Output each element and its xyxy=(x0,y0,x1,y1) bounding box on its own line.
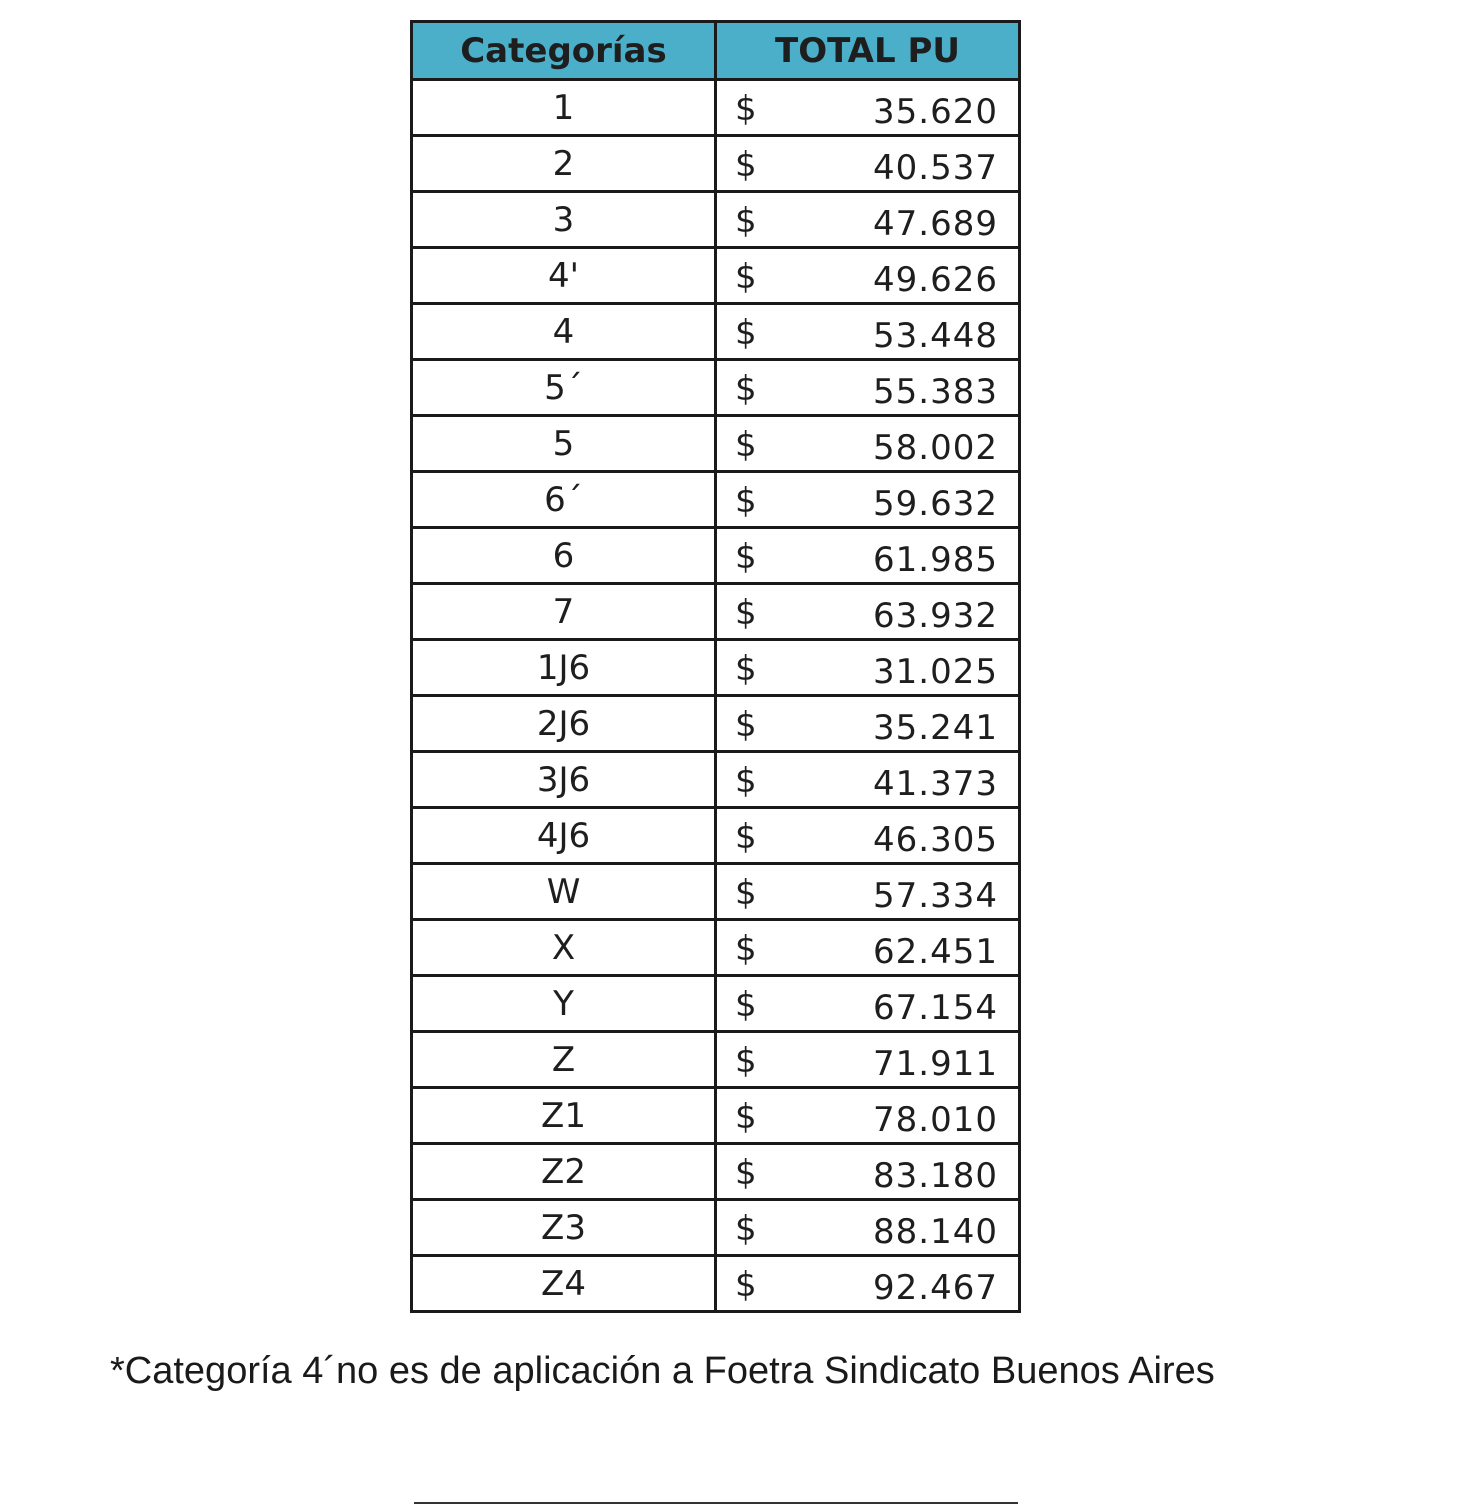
total-value: 59.632 xyxy=(873,484,998,524)
currency-symbol: $ xyxy=(735,1041,757,1081)
total-value: 71.911 xyxy=(873,1044,998,1084)
table-row xyxy=(412,864,1020,920)
total-cell xyxy=(716,584,1020,640)
table-row xyxy=(412,1200,1020,1256)
category-cell: 2 xyxy=(412,136,716,192)
header-total-pu: TOTAL PU xyxy=(716,22,1020,80)
currency-symbol: $ xyxy=(735,817,757,857)
currency-symbol: $ xyxy=(735,201,757,241)
total-value: 63.932 xyxy=(873,596,998,636)
total-cell xyxy=(716,752,1020,808)
footnote: *Categoría 4´no es de aplicación a Foetra Sindicato Buenos Aires xyxy=(110,1350,1215,1392)
currency-symbol: $ xyxy=(735,929,757,969)
total-value: 61.985 xyxy=(873,540,998,580)
category-cell: 1J6 xyxy=(412,640,716,696)
table-row xyxy=(412,1088,1020,1144)
category-cell: W xyxy=(412,864,716,920)
table-row xyxy=(412,584,1020,640)
total-cell xyxy=(716,80,1020,136)
currency-symbol: $ xyxy=(735,1265,757,1305)
total-value: 47.689 xyxy=(873,204,998,244)
total-value: 49.626 xyxy=(873,260,998,300)
currency-symbol: $ xyxy=(735,1097,757,1137)
total-cell xyxy=(716,1144,1020,1200)
table-body xyxy=(412,80,1020,1312)
total-cell xyxy=(716,920,1020,976)
category-cell: 1 xyxy=(412,80,716,136)
total-cell xyxy=(716,1256,1020,1312)
currency-symbol: $ xyxy=(735,481,757,521)
total-cell xyxy=(716,136,1020,192)
total-value: 57.334 xyxy=(873,876,998,916)
category-cell: 5´ xyxy=(412,360,716,416)
category-cell: 6 xyxy=(412,528,716,584)
table-row xyxy=(412,192,1020,248)
table-row xyxy=(412,1256,1020,1312)
currency-symbol: $ xyxy=(735,369,757,409)
total-cell xyxy=(716,864,1020,920)
total-cell xyxy=(716,248,1020,304)
category-cell: 3 xyxy=(412,192,716,248)
category-cell: 3J6 xyxy=(412,752,716,808)
total-cell xyxy=(716,304,1020,360)
category-cell: 4 xyxy=(412,304,716,360)
category-cell: 4' xyxy=(412,248,716,304)
total-cell xyxy=(716,640,1020,696)
category-cell: 7 xyxy=(412,584,716,640)
total-value: 55.383 xyxy=(873,372,998,412)
currency-symbol: $ xyxy=(735,89,757,129)
table-row xyxy=(412,136,1020,192)
table-row xyxy=(412,920,1020,976)
table-row xyxy=(412,696,1020,752)
currency-symbol: $ xyxy=(735,425,757,465)
total-cell xyxy=(716,1032,1020,1088)
total-value: 83.180 xyxy=(873,1156,998,1196)
total-value: 78.010 xyxy=(873,1100,998,1140)
total-cell xyxy=(716,192,1020,248)
currency-symbol: $ xyxy=(735,1209,757,1249)
pu-salary-table xyxy=(410,20,1021,1313)
total-cell xyxy=(716,808,1020,864)
table-row xyxy=(412,808,1020,864)
category-cell: Z1 xyxy=(412,1088,716,1144)
total-cell xyxy=(716,472,1020,528)
category-cell: Z4 xyxy=(412,1256,716,1312)
total-value: 40.537 xyxy=(873,148,998,188)
category-cell: 6´ xyxy=(412,472,716,528)
total-cell xyxy=(716,528,1020,584)
total-cell xyxy=(716,696,1020,752)
currency-symbol: $ xyxy=(735,705,757,745)
table-header-row xyxy=(412,22,1020,80)
category-cell: Z2 xyxy=(412,1144,716,1200)
currency-symbol: $ xyxy=(735,313,757,353)
currency-symbol: $ xyxy=(735,1153,757,1193)
category-cell: 4J6 xyxy=(412,808,716,864)
total-value: 62.451 xyxy=(873,932,998,972)
category-cell: Z xyxy=(412,1032,716,1088)
table-row xyxy=(412,640,1020,696)
table-row xyxy=(412,416,1020,472)
total-value: 46.305 xyxy=(873,820,998,860)
category-cell: X xyxy=(412,920,716,976)
total-value: 67.154 xyxy=(873,988,998,1028)
total-cell xyxy=(716,976,1020,1032)
currency-symbol: $ xyxy=(735,649,757,689)
total-value: 41.373 xyxy=(873,764,998,804)
total-value: 31.025 xyxy=(873,652,998,692)
total-value: 58.002 xyxy=(873,428,998,468)
total-value: 53.448 xyxy=(873,316,998,356)
header-categorias: Categorías xyxy=(412,22,716,80)
total-value: 35.241 xyxy=(873,708,998,748)
table-row xyxy=(412,752,1020,808)
total-value: 35.620 xyxy=(873,92,998,132)
total-cell xyxy=(716,360,1020,416)
total-value: 88.140 xyxy=(873,1212,998,1252)
table-row xyxy=(412,472,1020,528)
table-row xyxy=(412,248,1020,304)
total-cell xyxy=(716,416,1020,472)
bottom-divider xyxy=(414,1502,1018,1504)
currency-symbol: $ xyxy=(735,761,757,801)
category-cell: Z3 xyxy=(412,1200,716,1256)
category-cell: Y xyxy=(412,976,716,1032)
table-row xyxy=(412,80,1020,136)
table-row xyxy=(412,360,1020,416)
table-row xyxy=(412,528,1020,584)
currency-symbol: $ xyxy=(735,257,757,297)
total-cell xyxy=(716,1200,1020,1256)
currency-symbol: $ xyxy=(735,593,757,633)
currency-symbol: $ xyxy=(735,537,757,577)
table-row xyxy=(412,1032,1020,1088)
table-header xyxy=(412,22,1020,80)
currency-symbol: $ xyxy=(735,145,757,185)
table-row xyxy=(412,1144,1020,1200)
total-cell xyxy=(716,1088,1020,1144)
category-cell: 2J6 xyxy=(412,696,716,752)
category-cell: 5 xyxy=(412,416,716,472)
table-row xyxy=(412,304,1020,360)
currency-symbol: $ xyxy=(735,873,757,913)
table-row xyxy=(412,976,1020,1032)
total-value: 92.467 xyxy=(873,1268,998,1308)
currency-symbol: $ xyxy=(735,985,757,1025)
